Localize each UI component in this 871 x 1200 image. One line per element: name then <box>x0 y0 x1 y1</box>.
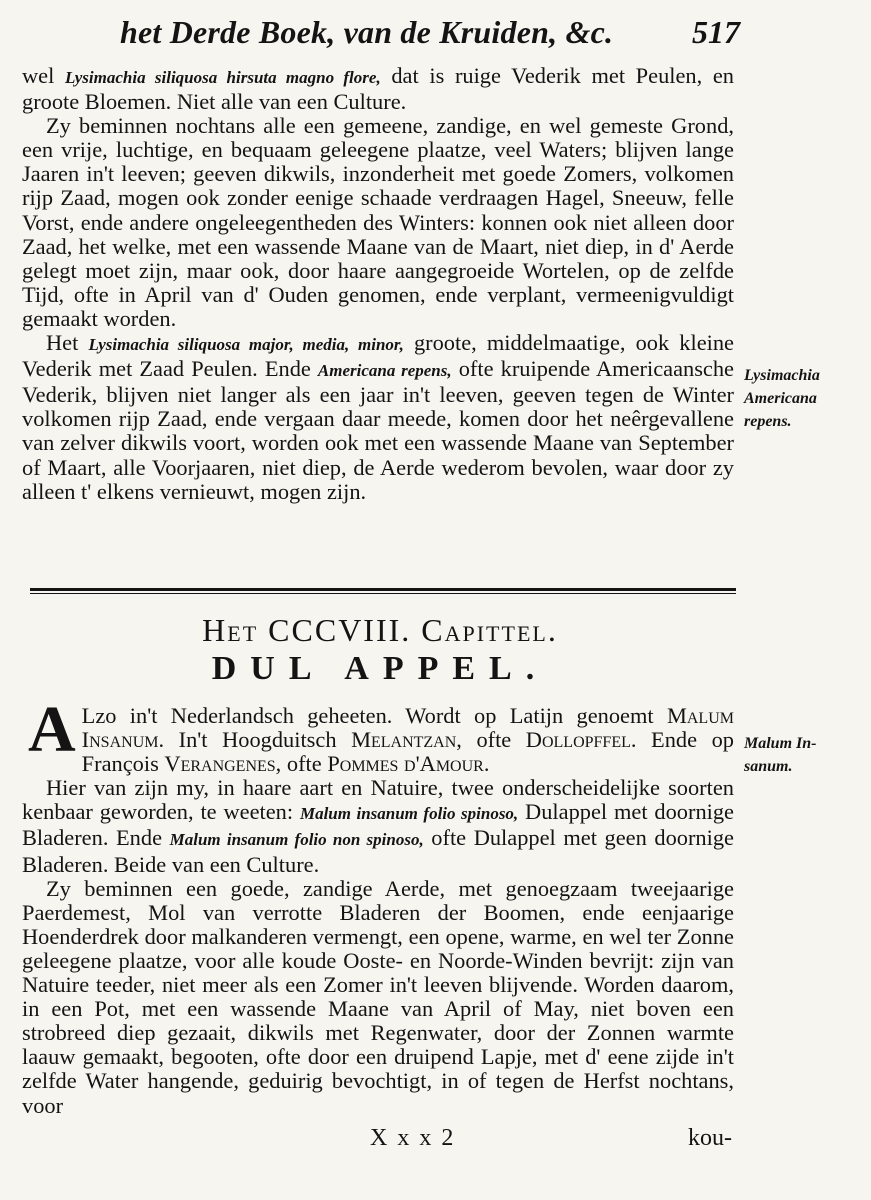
latin-name: Malum Insanum. <box>81 703 734 753</box>
section-dul-appel <box>22 693 734 1118</box>
running-title: het Derde Boek, van de Kruiden, &c. <box>120 14 614 50</box>
margin-note-line: Malum In- <box>744 735 817 752</box>
paragraph-text: groote, middelmaatige, ook kleine Vederik met Zaad Peulen. Ende <box>22 330 734 382</box>
latin-name: Lysimachia siliquosa major, media, minor, <box>88 335 404 355</box>
margin-note-lysimachia <box>744 364 864 433</box>
margin-note-line: sanum. <box>744 758 793 775</box>
french-name: Verangenes, <box>164 751 282 777</box>
catchword: kou- <box>688 1125 732 1151</box>
margin-note-line: repens. <box>744 413 792 430</box>
latin-name: Lysimachia siliquosa hirsuta magno flore, <box>65 68 381 87</box>
divider-rule <box>30 588 736 591</box>
signature-mark: Xxx2 <box>370 1125 464 1151</box>
paragraph-text: Dulappel met doornige Bladeren. Ende <box>22 799 734 851</box>
paragraph-text: ofte Dulappel met geen doornige Bladeren. Beide van een Culture. <box>22 825 734 877</box>
page-number: 517 <box>692 14 740 50</box>
paragraph-text: In't Hoogduitsch <box>178 727 337 753</box>
margin-note-malum-insanum <box>744 732 864 778</box>
paragraph-text: ofte kruipende Americaansche Vederik, blijven niet langer als een jaar in't leeven, geeven tegen de Winter volkomen rijp Zaad, ende vergaan daar meede, komen door het neêrgevallene van zelver dikwils voort, worden ook met een wassende Maane van September of Maart, alle Voorjaaren, niet diep, de Aerde wederom bevolen, waar door zy alleen t' elkens vernieuwt, mogen zijn. <box>22 356 734 504</box>
german-name: Dollopffel. <box>525 727 637 753</box>
drop-cap: A <box>28 693 76 766</box>
paragraph: Zy beminnen nochtans alle een gemeene, zandige, en wel gemeste Grond, een vrije, luchtige, en bequaam geleegene plaatze, veel Waters; blijven lange Jaaren in't leeven; geeven dikwils, inzonderheit met goede Zomers, volkomen rijp Zaad, mogen ook zonder eenige schaade verdraagen Hagel, Sneeuw, felle Vorst, ende andere ongeleegentheden des Winters: konnen ook niet alleen door Zaad, het welke, met een wassende Maane van de Maart, niet diep, in d' Aerde gelegt moet zijn, maar ook, door haare aangegroeide Wortelen, op de zelfde Tijd, ofte in April van d' Ouden genomen, ende verplant, vermeenigvuldigt gemaakt worden. <box>22 113 734 331</box>
paragraph-text: ofte <box>286 751 322 777</box>
paragraph <box>22 64 734 114</box>
paragraph-text: ofte <box>476 727 512 753</box>
paragraph-text: Hier van zijn my, in haare aart en Natuire, twee onderscheidelijke soorten kenbaar geworden, te weeten: <box>22 775 734 825</box>
german-name: Melantzan, <box>351 727 462 753</box>
french-name: Pommes d'Amour. <box>327 751 490 777</box>
divider-rule-thin <box>30 593 736 594</box>
latin-name: Malum insanum folio non spinoso, <box>169 830 424 850</box>
paragraph-text: dat is ruige Vederik met Peulen, en groote Bloemen. Niet alle van een Culture. <box>22 63 735 115</box>
latin-name: Americana repens, <box>317 361 452 381</box>
chapter-title: DUL APPEL. <box>211 650 549 687</box>
paragraph-text: Het <box>46 330 79 356</box>
paragraph <box>22 693 734 777</box>
paragraph <box>22 776 734 876</box>
paragraph <box>22 331 734 504</box>
paragraph-text: Lzo in't Nederlandsch geheeten. Wordt op Latijn genoemt <box>81 703 654 728</box>
first-word: wel <box>22 63 55 88</box>
latin-name: Malum insanum folio spinoso, <box>299 804 519 824</box>
margin-note-line: Americana <box>744 390 817 407</box>
paragraph: Zy beminnen een goede, zandige Aerde, met genoegzaam tweejaarige Paerdemest, Mol van verrotte Bladeren der Boomen, ende eenjaarige Hoenderdrek door malkanderen vermengt, een opene, warme, en wel ter Zonne geleegene plaatze, voor alle koude Ooste- en Noorde-Winden bevrijt: zijn van Natuire teeder, niet meer als een Zomer in't leeven blijvende. Worden daarom, in een Pot, met een wassende Maane van April of May, niet boven een strobreed diep gezaait, dikwils met Regenwater, door der Zonnen warmte laauw gemaakt, begooten, ofte door een druipend Lapje, met d' eene zijde in't zelfde Water hangende, geduirig bevochtigt, in of tegen de Herfst nochtans, voor <box>22 875 734 1118</box>
section-lysimachia <box>22 64 734 504</box>
running-header <box>120 12 740 56</box>
paragraph-text: Ende op François <box>81 727 734 777</box>
page-footer <box>0 1125 871 1155</box>
chapter-heading: Het CCCVIII. Capittel. <box>202 612 558 648</box>
margin-note-line: Lysimachia <box>744 367 820 384</box>
